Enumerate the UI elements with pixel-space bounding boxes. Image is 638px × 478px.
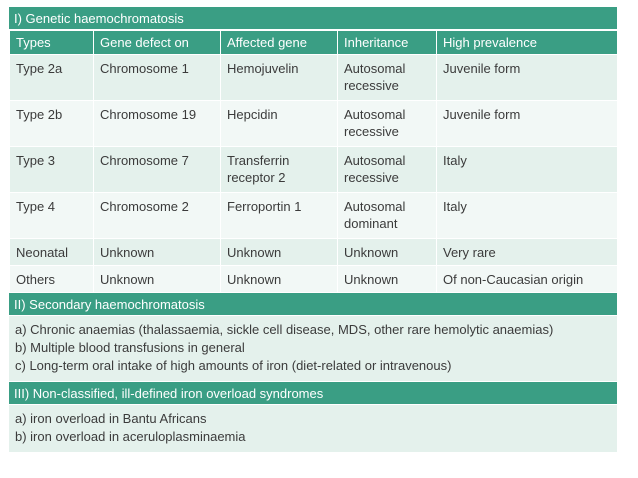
cell-type: Type 2b — [10, 101, 94, 147]
cell-type: Type 2a — [10, 55, 94, 101]
list-item: c) Long-term oral intake of high amounts of iron (diet-related or intravenous) — [15, 358, 452, 373]
cell-inheritance: Autosomal recessive — [338, 147, 437, 193]
cell-gene-defect: Unknown — [94, 266, 221, 293]
col-header-gene-defect: Gene defect on — [94, 31, 221, 55]
cell-type: Type 3 — [10, 147, 94, 193]
list-item: a) Chronic anaemias (thalassaemia, sickle cell disease, MDS, other rare hemolytic anaemias) — [15, 322, 554, 337]
list-item: b) Multiple blood transfusions in general — [15, 340, 245, 355]
cell-gene-defect: Unknown — [94, 239, 221, 266]
table-row — [10, 55, 618, 101]
cell-gene-defect: Chromosome 19 — [94, 101, 221, 147]
col-header-types: Types — [10, 31, 94, 55]
haemochromatosis-table — [9, 7, 617, 453]
cell-prevalence: Italy — [437, 147, 618, 193]
col-header-prevalence: High prevalence — [437, 31, 618, 55]
cell-inheritance: Autosomal dominant — [338, 193, 437, 239]
cell-prevalence: Juvenile form — [437, 55, 618, 101]
section3-title: III) Non-classified, ill-defined iron overload syndromes — [9, 382, 617, 405]
list-item: b) iron overload in aceruloplasminaemia — [15, 429, 246, 444]
cell-inheritance: Unknown — [338, 266, 437, 293]
table-row — [10, 101, 618, 147]
cell-prevalence: Of non-Caucasian origin — [437, 266, 618, 293]
cell-affected-gene: Transferrin receptor 2 — [221, 147, 338, 193]
cell-type: Others — [10, 266, 94, 293]
genetic-table — [9, 30, 618, 293]
cell-gene-defect: Chromosome 7 — [94, 147, 221, 193]
cell-prevalence: Italy — [437, 193, 618, 239]
table-row — [10, 266, 618, 293]
cell-affected-gene: Hepcidin — [221, 101, 338, 147]
cell-gene-defect: Chromosome 1 — [94, 55, 221, 101]
cell-affected-gene: Hemojuvelin — [221, 55, 338, 101]
list-item: a) iron overload in Bantu Africans — [15, 411, 207, 426]
section2-title: II) Secondary haemochromatosis — [9, 293, 617, 316]
section3-list — [9, 405, 617, 453]
cell-affected-gene: Unknown — [221, 239, 338, 266]
cell-inheritance: Autosomal recessive — [338, 55, 437, 101]
section2-list — [9, 316, 617, 382]
cell-affected-gene: Unknown — [221, 266, 338, 293]
col-header-affected-gene: Affected gene — [221, 31, 338, 55]
cell-type: Type 4 — [10, 193, 94, 239]
cell-affected-gene: Ferroportin 1 — [221, 193, 338, 239]
cell-gene-defect: Chromosome 2 — [94, 193, 221, 239]
header-row — [10, 31, 618, 55]
section1-title: I) Genetic haemochromatosis — [9, 7, 617, 30]
cell-type: Neonatal — [10, 239, 94, 266]
cell-prevalence: Very rare — [437, 239, 618, 266]
table-row — [10, 147, 618, 193]
cell-inheritance: Autosomal recessive — [338, 101, 437, 147]
cell-inheritance: Unknown — [338, 239, 437, 266]
cell-prevalence: Juvenile form — [437, 101, 618, 147]
table-row — [10, 239, 618, 266]
col-header-inheritance: Inheritance — [338, 31, 437, 55]
table-row — [10, 193, 618, 239]
